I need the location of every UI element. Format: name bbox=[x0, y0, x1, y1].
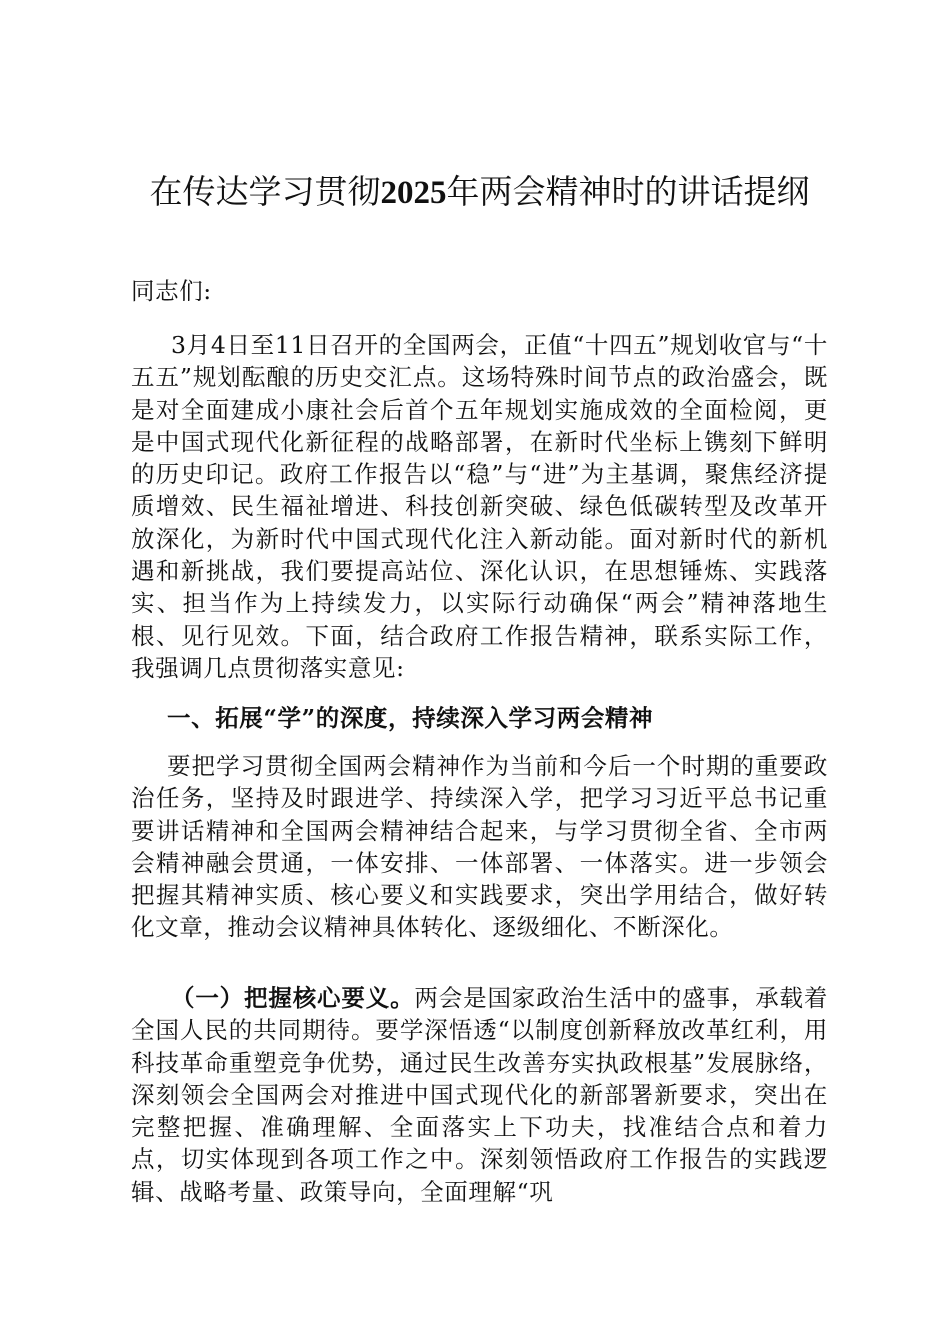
intro-paragraph: 3月4日至11日召开的全国两会，正值“十四五”规划收官与“十五五”规划酝酿的历史交汇点。这场特殊时间节点的政治盛会，既是对全面建成小康社会后首个五年规划实施成效的全面检阅，更是中国式现代化新征程的战略部署，在新时代坐标上镌刻下鲜明的历史印记。政府工作报告以“稳”与“进”为主基调，聚焦经济提质增效、民生福祉增进、科技创新突破、绿色低碳转型及改革开放深化，为新时代中国式现代化注入新动能。面对新时代的新机遇和新挑战，我们要提高站位、深化认识，在思想锤炼、实践落实、担当作为上持续发力，以实际行动确保“两会”精神落地生根、见行见效。下面，结合政府工作报告精神，联系实际工作，我强调几点贯彻落实意见: bbox=[131, 331, 828, 682]
subsection-1-heading: （一）把握核心要义。 bbox=[171, 984, 415, 1012]
subsection-1-body: 两会是国家政治生活中的盛事，承载着全国人民的共同期待。要学深悟透“以制度创新释放改革红利，用科技革命重塑竞争优势，通过民生改善夯实执政根基”发展脉络，深刻领会全国两会对推进中国式现代化的新部署新要求，突出在完整把握、准确理解、全面落实上下功夫，找准结合点和着力点，切实体现到各项工作之中。深刻领悟政府工作报告的实践逻辑、战略考量、政策导向，全面理解“巩 bbox=[131, 984, 828, 1206]
document-title bbox=[117, 168, 842, 217]
title-part-1: 在传达学习贯彻 bbox=[149, 172, 381, 211]
section-heading-1: 一、拓展“学”的深度，持续深入学习两会精神 bbox=[167, 704, 654, 732]
title-year: 2025 bbox=[380, 175, 447, 211]
salutation: 同志们: bbox=[131, 277, 212, 305]
section-1-paragraph: 要把学习贯彻全国两会精神作为当前和今后一个时期的重要政治任务，坚持及时跟进学、持续深入学，把学习习近平总书记重要讲话精神和全国两会精神结合起来，与学习贯彻全省、全市两会精神融会贯通，一体安排、一体部署、一体落实。进一步领会把握其精神实质、核心要义和实践要求，突出学用结合，做好转化文章，推动会议精神具体转化、逐级细化、不断深化。 bbox=[131, 752, 828, 942]
title-part-2: 年两会精神时的讲话提纲 bbox=[446, 172, 810, 211]
subsection-1-paragraph bbox=[131, 982, 828, 1208]
document-page bbox=[131, 0, 828, 1344]
